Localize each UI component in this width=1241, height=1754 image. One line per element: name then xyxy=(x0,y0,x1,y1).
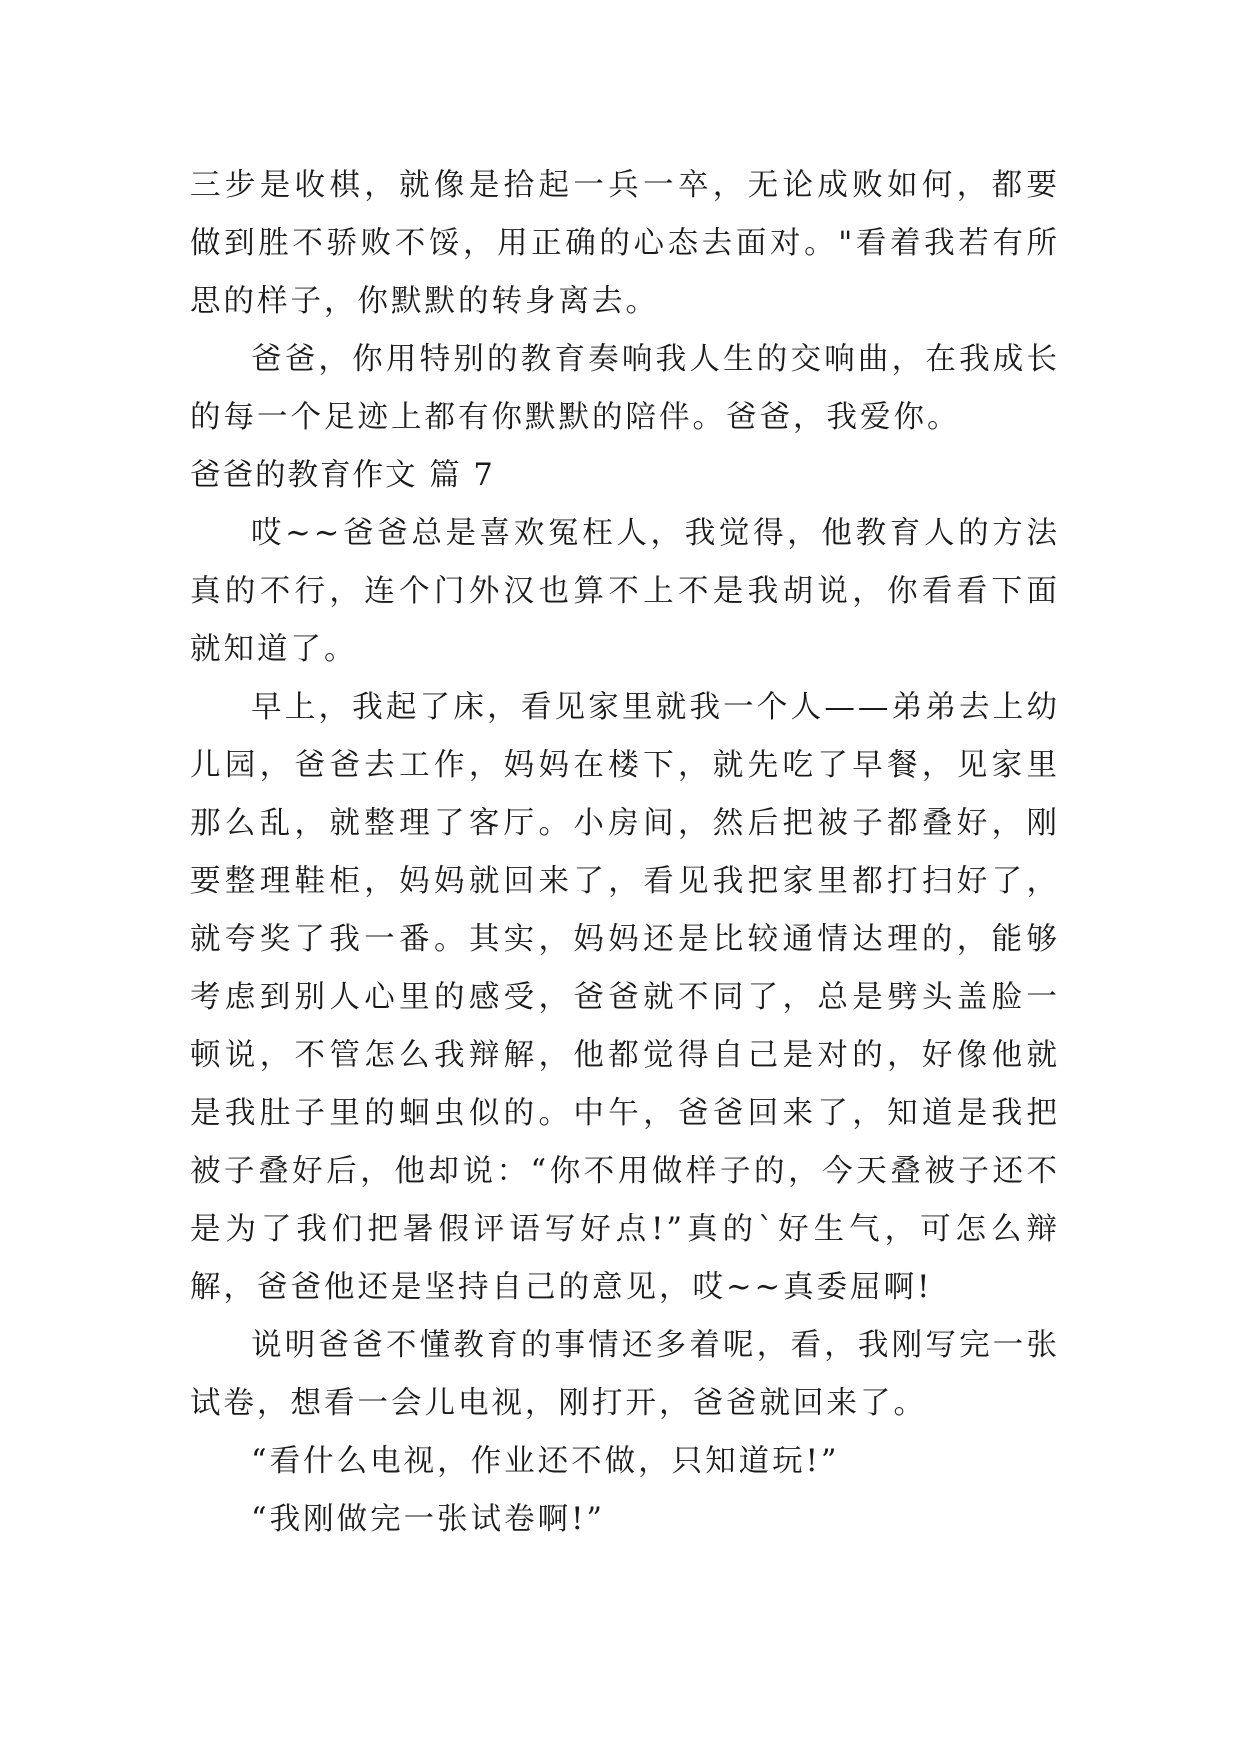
section-heading: 爸爸的教育作文 篇 7 xyxy=(190,458,495,493)
dialogue-line-2: “我刚做完一张试卷啊!” xyxy=(251,1502,605,1537)
paragraph-2: 爸爸，你用特别的教育奏响我人生的交响曲，在我成长的每一个足迹上都有你默默的陪伴。爸爸，我爱你。 xyxy=(190,342,1060,435)
paragraph-4: 早上，我起了床，看见家里就我一个人——弟弟去上幼儿园，爸爸去工作，妈妈在楼下，就先吃了早餐，见家里那么乱，就整理了客厅。小房间，然后把被子都叠好，刚要整理鞋柜，妈妈就回来了，看见我把家里都打扫好了，就夸奖了我一番。其实，妈妈还是比较通情达理的，能够考虑到别人心里的感受，爸爸就不同了，总是劈头盖脸一顿说，不管怎么我辩解，他都觉得自己是对的，好像他就是我肚子里的蛔虫似的。中午，爸爸回来了，知道是我把被子叠好后，他却说：“你不用做样子的，今天叠被子还不是为了我们把暑假评语写好点!”真的`好生气，可怎么辩解，爸爸他还是坚持自己的意见，哎~~真委屈啊! xyxy=(190,690,1060,1305)
document-body xyxy=(190,157,1060,1549)
paragraph-5: 说明爸爸不懂教育的事情还多着呢，看，我刚写完一张试卷，想看一会儿电视，刚打开，爸爸就回来了。 xyxy=(190,1328,1060,1421)
paragraph-1: 三步是收棋，就像是拾起一兵一卒，无论成败如何，都要做到胜不骄败不馁，用正确的心态去面对。"看着我若有所思的样子，你默默的转身离去。 xyxy=(190,168,1060,319)
paragraph-3: 哎~~爸爸总是喜欢冤枉人，我觉得，他教育人的方法真的不行，连个门外汉也算不上不是我胡说，你看看下面就知道了。 xyxy=(190,516,1060,667)
dialogue-line-1: “看什么电视，作业还不做，只知道玩!” xyxy=(251,1444,840,1479)
